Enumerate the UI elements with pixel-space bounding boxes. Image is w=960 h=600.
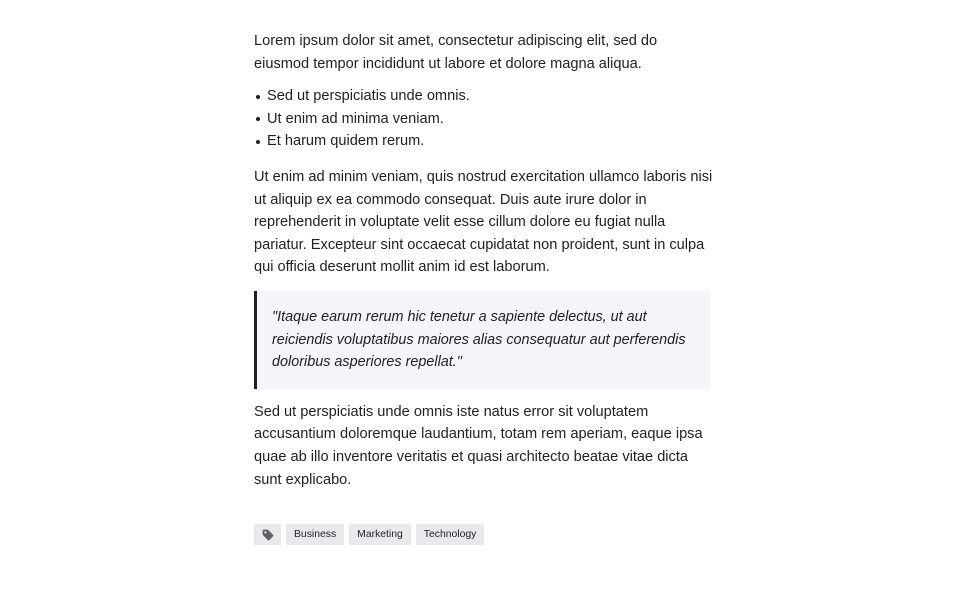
bullet-item: Sed ut perspiciatis unde omnis.	[254, 85, 714, 108]
closing-paragraph: Sed ut perspiciatis unde omnis iste natus error sit voluptatem accusantium doloremque laudantium, totam rem aperiam, eaque ipsa quae ab illo inventore veritatis et quasi architecto beatae vitae dicta sunt explicabo.	[254, 403, 703, 488]
bullet-list	[254, 85, 714, 153]
tag-business[interactable]: Business	[286, 524, 344, 545]
tag-technology[interactable]: Technology	[416, 524, 485, 545]
quote-text: "Itaque earum rerum hic tenetur a sapiente delectus, ut aut reiciendis voluptatibus maiores alias consequatur aut perferendis doloribus asperiores repellat."	[272, 308, 686, 371]
article-body	[254, 30, 714, 545]
bullet-item: Et harum quidem rerum.	[254, 130, 714, 153]
tag-icon	[254, 524, 281, 545]
tag-marketing[interactable]: Marketing	[349, 524, 411, 545]
intro-paragraph: Lorem ipsum dolor sit amet, consectetur adipiscing elit, sed do eiusmod tempor incididunt ut labore et dolore magna aliqua.	[254, 33, 658, 72]
bullet-item: Ut enim ad minima veniam.	[254, 108, 714, 131]
body-paragraph: Ut enim ad minim veniam, quis nostrud exercitation ullamco laboris nisi ut aliquip ex ea commodo consequat. Duis aute irure dolor in reprehenderit in voluptate velit esse cillum dolore eu fugiat nulla pariatur. Excepteur sint occaecat cupidatat non proident, sunt in culpa qui officia deserunt mollit anim id est laborum.	[254, 168, 713, 276]
tag-list	[254, 524, 714, 545]
block-quote	[254, 291, 710, 389]
